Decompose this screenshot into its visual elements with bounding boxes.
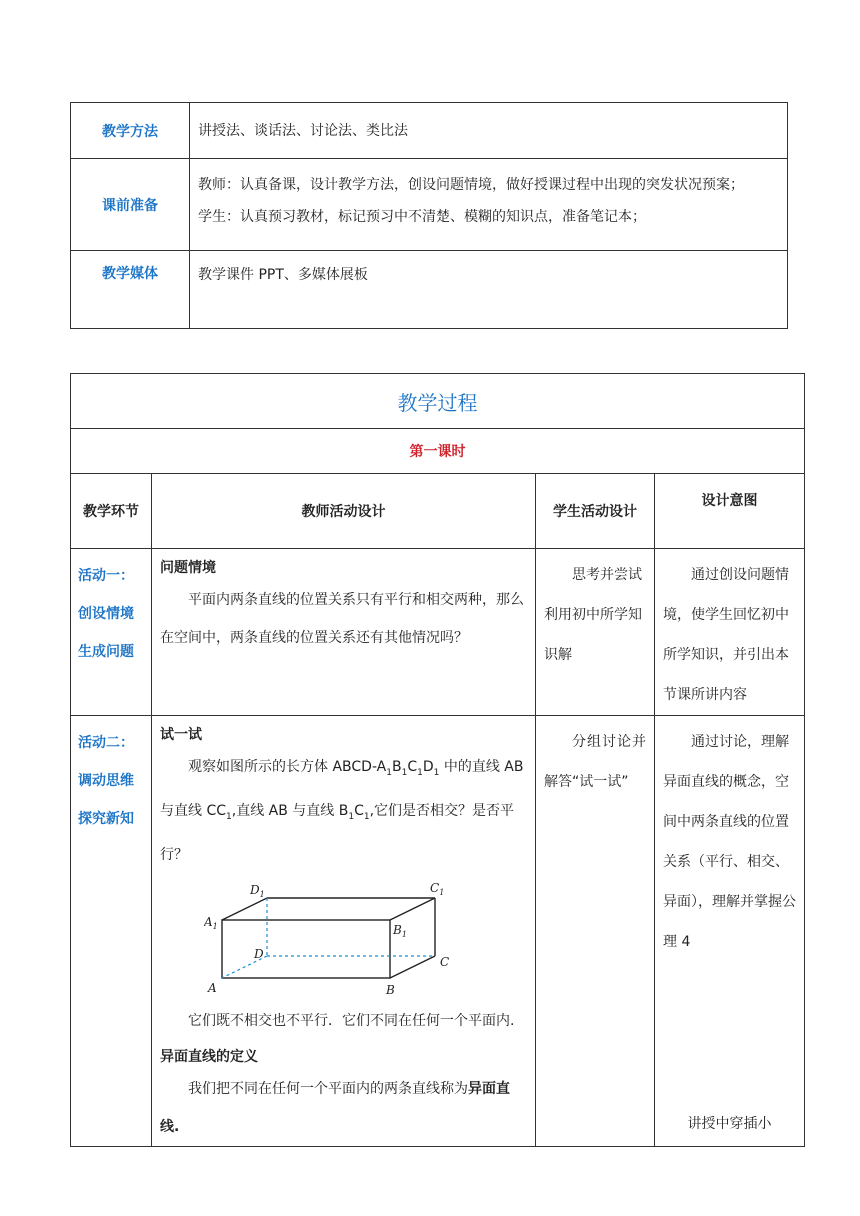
activity1-line3: 生成问题 [78, 644, 134, 660]
label-D1: $D_1$ [250, 882, 265, 899]
activity1-line1: 活动一： [78, 568, 134, 584]
lesson-label: 第一课时 [71, 429, 805, 474]
activity2-line3: 探究新知 [78, 811, 134, 827]
prep-value [190, 159, 788, 251]
activity1-cell [71, 549, 152, 716]
header-stage: 教学环节 [71, 474, 152, 549]
student2-cell [536, 716, 655, 1147]
process-title: 教学过程 [71, 374, 805, 429]
activity1-line2: 创设情境 [78, 606, 134, 622]
student1-text: 思考并尝试利用初中所学知识解 [544, 567, 642, 663]
prep-teacher-text: 教师：认真备课，设计教学方法，创设问题情境，做好授课过程中出现的突发状况预案； [198, 177, 744, 193]
teacher2-paragraph: 观察如图所示的长方体 ABCD-$A_1B_1C_1D_1$ 中的直线 AB 与直线 $CC_1$,直线 AB 与直线 $B_1C_1$,它们是否相交？是否平行？ [160, 759, 524, 863]
info-table [70, 102, 788, 329]
header-teacher: 教师活动设计 [152, 474, 536, 549]
teacher1-cell [152, 549, 536, 716]
media-label: 教学媒体 [71, 251, 190, 329]
teacher2-paragraph2: 它们既不相交也不平行．它们不同在任何一个平面内. [188, 1012, 515, 1029]
activity2-cell [71, 716, 152, 1147]
definition-paragraph: 我们把不同在任何一个平面内的两条直线称为异面直线. [160, 1080, 510, 1135]
activity2-line2: 调动思维 [78, 773, 134, 789]
intent2-bottom-text: 讲授中穿插小 [687, 1115, 772, 1132]
prep-student-text: 学生：认真预习教材，标记预习中不清楚、模糊的知识点，准备笔记本； [198, 209, 646, 225]
label-B: B [386, 982, 395, 997]
teacher1-paragraph: 平面内两条直线的位置关系只有平行和相交两种，那么在空间中，两条直线的位置关系还有其他情况吗？ [160, 592, 524, 646]
header-student: 学生活动设计 [536, 474, 655, 549]
teacher2-cell [152, 716, 536, 1147]
definition-title: 异面直线的定义 [160, 1048, 258, 1065]
label-B1: $B_1$ [393, 922, 407, 939]
label-C1: $C_1$ [430, 880, 445, 897]
media-text: 教学课件 PPT、多媒体展板 [198, 267, 368, 283]
method-label: 教学方法 [71, 103, 190, 159]
label-A: A [208, 980, 217, 995]
student2-text: 分组讨论并解答“试一试” [544, 734, 646, 790]
media-value [190, 251, 788, 329]
method-text: 讲授法、谈话法、讨论法、类比法 [198, 122, 408, 139]
activity2-line1: 活动二： [78, 735, 134, 751]
teacher1-subtitle: 问题情境 [160, 560, 216, 576]
teacher2-subtitle: 试一试 [160, 727, 202, 743]
process-table [70, 373, 805, 1147]
label-D: D [254, 946, 264, 961]
intent1-cell [655, 549, 805, 716]
intent2-cell [655, 716, 805, 1147]
intent2-text: 通过讨论，理解异面直线的概念，空间中两条直线的位置关系（平行、相交、异面），理解并掌握公理 4 [663, 734, 796, 950]
label-C: C [440, 954, 450, 969]
method-value [190, 103, 788, 159]
cuboid-figure [204, 880, 474, 998]
prep-label: 课前准备 [71, 159, 190, 251]
header-intent: 设计意图 [655, 474, 805, 549]
label-A1: $A_1$ [204, 914, 218, 931]
student1-cell [536, 549, 655, 716]
intent1-text: 通过创设问题情境，使学生回忆初中所学知识，并引出本节课所讲内容 [663, 567, 789, 703]
